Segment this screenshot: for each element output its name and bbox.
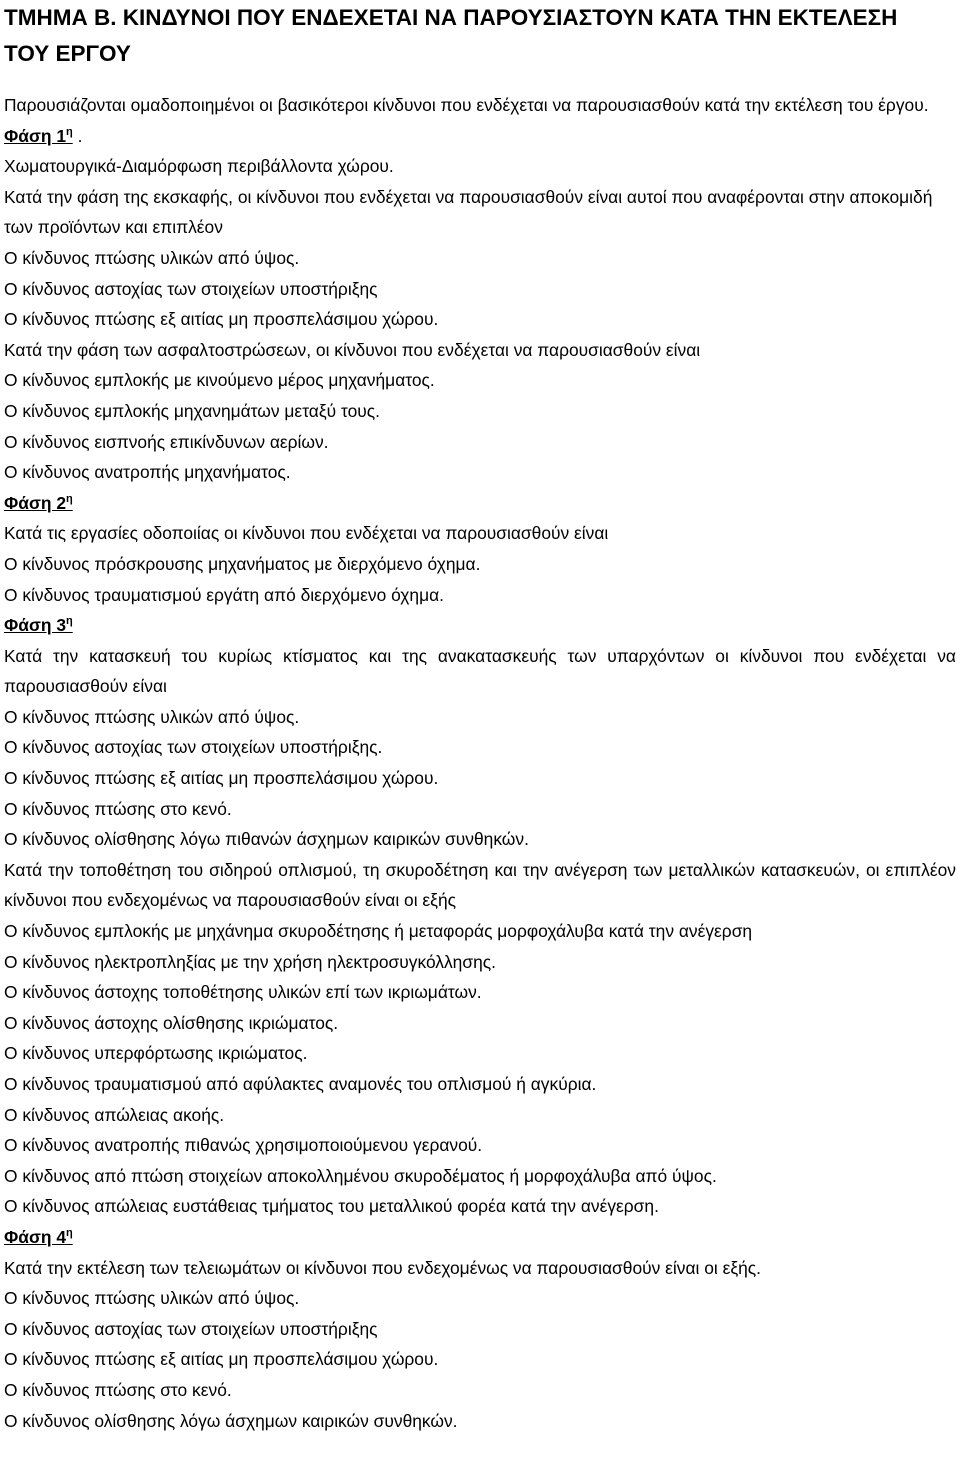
risk-item: Ο κίνδυνος ανατροπής μηχανήματος.	[4, 462, 291, 483]
intro-paragraph: Παρουσιάζονται ομαδοποιημένοι οι βασικότεροι κίνδυνοι που ενδέχεται να παρουσιασθούν κατά την εκτέλεση του έργου.	[4, 95, 929, 115]
phase-2-intro: Κατά τις εργασίες οδοποιίας οι κίνδυνοι που ενδέχεται να παρουσιασθούν είναι	[4, 523, 609, 544]
phase-4-intro: Κατά την εκτέλεση των τελειωμάτων οι κίνδυνοι που ενδεχομένως να παρουσιασθούν είναι οι εξής.	[4, 1257, 762, 1278]
phase-3-heading	[4, 610, 956, 641]
phase-3-sup: η	[66, 615, 73, 628]
risk-item: Ο κίνδυνος πτώσης υλικών από ύψος.	[4, 1288, 300, 1309]
section-title-line-1: ΤΜΗΜΑ Β. ΚΙΝΔΥΝΟΙ ΠΟΥ ΕΝΔΕΧΕΤΑΙ ΝΑ ΠΑΡΟΥΣΙΑΣΤΟΥΝ ΚΑΤΑ ΤΗΝ ΕΚΤΕΛΕΣΗ	[4, 5, 898, 30]
risk-item: Ο κίνδυνος υπερφόρτωσης ικριώματος.	[4, 1043, 308, 1064]
phase-2-sup: η	[66, 492, 73, 505]
risk-item: Ο κίνδυνος πτώσης υλικών από ύψος.	[4, 706, 300, 727]
phase-1-sup: η	[66, 125, 73, 138]
risk-item: Ο κίνδυνος εμπλοκής με μηχάνημα σκυροδέτησης ή μεταφοράς μορφοχάλυβα κατά την ανέγερση	[4, 921, 753, 942]
phase-1-asphalt-intro: Κατά την φάση των ασφαλτοστρώσεων, οι κίνδυνοι που ενδέχεται να παρουσιασθούν είναι	[4, 339, 701, 360]
risk-item: Ο κίνδυνος αστοχίας των στοιχείων υποστήριξης.	[4, 737, 383, 758]
phase-3-intro: Κατά την κατασκευή του κυρίως κτίσματος και της ανακατασκευής των υπαρχόντων οι κίνδυνοι που ενδέχεται να παρουσιασθούν είναι	[4, 645, 956, 697]
section-title-line-2: ΤΟΥ ΕΡΓΟΥ	[4, 41, 131, 66]
phase-1-excavation-intro: Κατά την φάση της εκσκαφής, οι κίνδυνοι που ενδέχεται να παρουσιασθούν είναι αυτοί που αναφέρονται στην αποκομιδή των προϊόντων και επιπλέον	[4, 186, 933, 238]
risk-item: Ο κίνδυνος εμπλοκής με κινούμενο μέρος μηχανήματος.	[4, 370, 435, 391]
phase-2-heading	[4, 488, 956, 519]
phase-1-suffix: .	[72, 125, 83, 146]
risk-item: Ο κίνδυνος από πτώση στοιχείων αποκολλημένου σκυροδέματος ή μορφοχάλυβα από ύψος.	[4, 1165, 717, 1186]
section-title	[4, 0, 954, 72]
risk-item: Ο κίνδυνος ηλεκτροπληξίας με την χρήση ηλεκτροσυγκόλλησης.	[4, 951, 496, 972]
risk-item: Ο κίνδυνος ολίσθησης λόγω άσχημων καιρικών συνθηκών.	[4, 1410, 458, 1431]
risk-item: Ο κίνδυνος άστοχης τοποθέτησης υλικών επί των ικριωμάτων.	[4, 982, 482, 1003]
document-body	[4, 90, 956, 1436]
risk-item: Ο κίνδυνος αστοχίας των στοιχείων υποστήριξης	[4, 278, 378, 299]
phase-4-sup: η	[66, 1227, 73, 1240]
phase-2-label: Φάση 2	[4, 492, 66, 513]
risk-item: Ο κίνδυνος τραυματισμού εργάτη από διερχόμενο όχημα.	[4, 584, 445, 605]
risk-item: Ο κίνδυνος πτώσης εξ αιτίας μη προσπελάσιμου χώρου.	[4, 768, 439, 789]
risk-item: Ο κίνδυνος ανατροπής πιθανώς χρησιμοποιούμενου γερανού.	[4, 1135, 483, 1156]
phase-3-steel-intro: Κατά την τοποθέτηση του σιδηρού οπλισμού, τη σκυροδέτηση και την ανέγερση των μεταλλικών κατασκευών, οι επιπλέον κίνδυνοι που ενδεχομένως να παρουσιασθούν είναι οι εξής	[4, 859, 956, 911]
risk-item: Ο κίνδυνος πτώσης εξ αιτίας μη προσπελάσιμου χώρου.	[4, 309, 439, 330]
risk-item: Ο κίνδυνος πτώσης στο κενό.	[4, 1379, 232, 1400]
risk-item: Ο κίνδυνος πτώσης εξ αιτίας μη προσπελάσιμου χώρου.	[4, 1349, 439, 1370]
phase-1-subtitle: Χωματουργικά-Διαμόρφωση περιβάλλοντα χώρου.	[4, 156, 394, 177]
risk-item: Ο κίνδυνος ολίσθησης λόγω πιθανών άσχημων καιρικών συνθηκών.	[4, 829, 529, 850]
phase-4-heading	[4, 1222, 956, 1253]
risk-item: Ο κίνδυνος πρόσκρουσης μηχανήματος με διερχόμενο όχημα.	[4, 553, 481, 574]
risk-item: Ο κίνδυνος απώλειας ακοής.	[4, 1104, 225, 1125]
risk-item: Ο κίνδυνος εμπλοκής μηχανημάτων μεταξύ τους.	[4, 400, 381, 421]
phase-1-heading	[4, 121, 956, 152]
risk-item: Ο κίνδυνος απώλειας ευστάθειας τμήματος του μεταλλικού φορέα κατά την ανέγερση.	[4, 1196, 659, 1217]
risk-item: Ο κίνδυνος αστοχίας των στοιχείων υποστήριξης	[4, 1318, 378, 1339]
phase-1-label: Φάση 1	[4, 125, 66, 146]
risk-item: Ο κίνδυνος πτώσης στο κενό.	[4, 798, 232, 819]
risk-item: Ο κίνδυνος πτώσης υλικών από ύψος.	[4, 247, 300, 268]
phase-3-label: Φάση 3	[4, 615, 66, 636]
risk-item: Ο κίνδυνος άστοχης ολίσθησης ικριώματος.	[4, 1012, 339, 1033]
risk-item: Ο κίνδυνος εισπνοής επικίνδυνων αερίων.	[4, 431, 329, 452]
phase-4-label: Φάση 4	[4, 1226, 66, 1247]
risk-item: Ο κίνδυνος τραυματισμού από αφύλακτες αναμονές του οπλισμού ή αγκύρια.	[4, 1074, 597, 1094]
